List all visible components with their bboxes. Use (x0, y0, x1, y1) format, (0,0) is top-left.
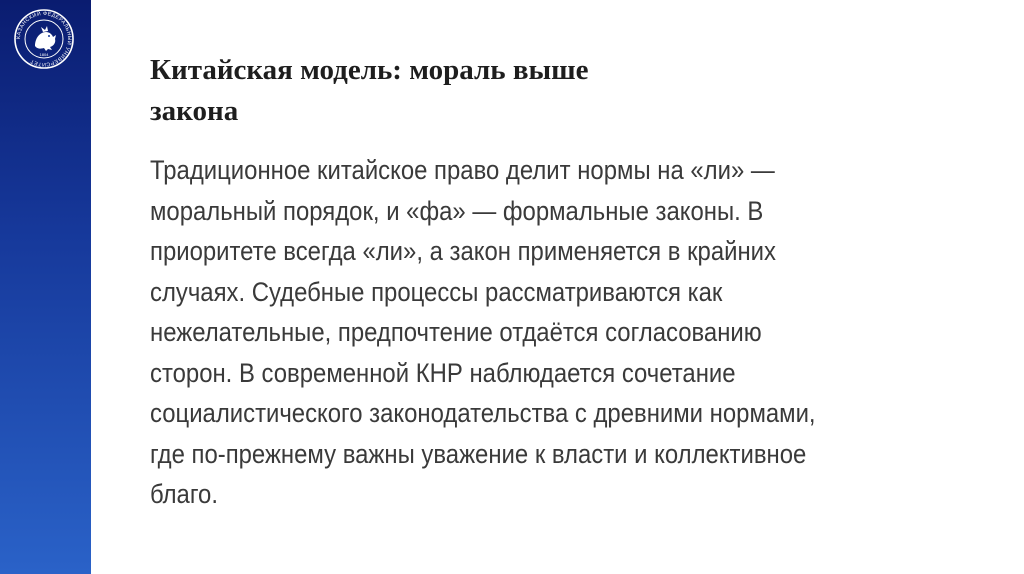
body-line: приоритете всегда «ли», а закон применяется в крайних (150, 236, 776, 266)
slide-title (150, 50, 790, 132)
body-line: где по-прежнему важны уважение к власти и коллективное (150, 438, 807, 469)
slide-body-text (150, 150, 913, 515)
body-line: сторон. В современной КНР наблюдается сочетание (150, 357, 736, 388)
slide-title-line: Китайская модель: мораль выше (150, 54, 589, 86)
body-line: моральный порядок, и «фа» — формальные законы. В (150, 195, 764, 226)
slide-title-line: закона (150, 95, 239, 127)
body-line: нежелательные, предпочтение отдаётся согласованию (150, 317, 762, 347)
body-line: Традиционное китайское право делит нормы на «ли» — (150, 155, 775, 185)
university-seal-icon (13, 8, 75, 70)
body-line: случаях. Судебные процессы рассматриваются как (150, 276, 723, 307)
sidebar-band (0, 0, 91, 574)
logo-ring-text: КАЗАНСКИЙ ФЕДЕРАЛЬНЫЙ УНИВЕРСИТЕТ (15, 10, 73, 68)
body-line: благо. (150, 479, 218, 509)
body-line: социалистического законодательства с древними нормами, (150, 398, 816, 428)
logo-year: 1804 (39, 52, 49, 57)
